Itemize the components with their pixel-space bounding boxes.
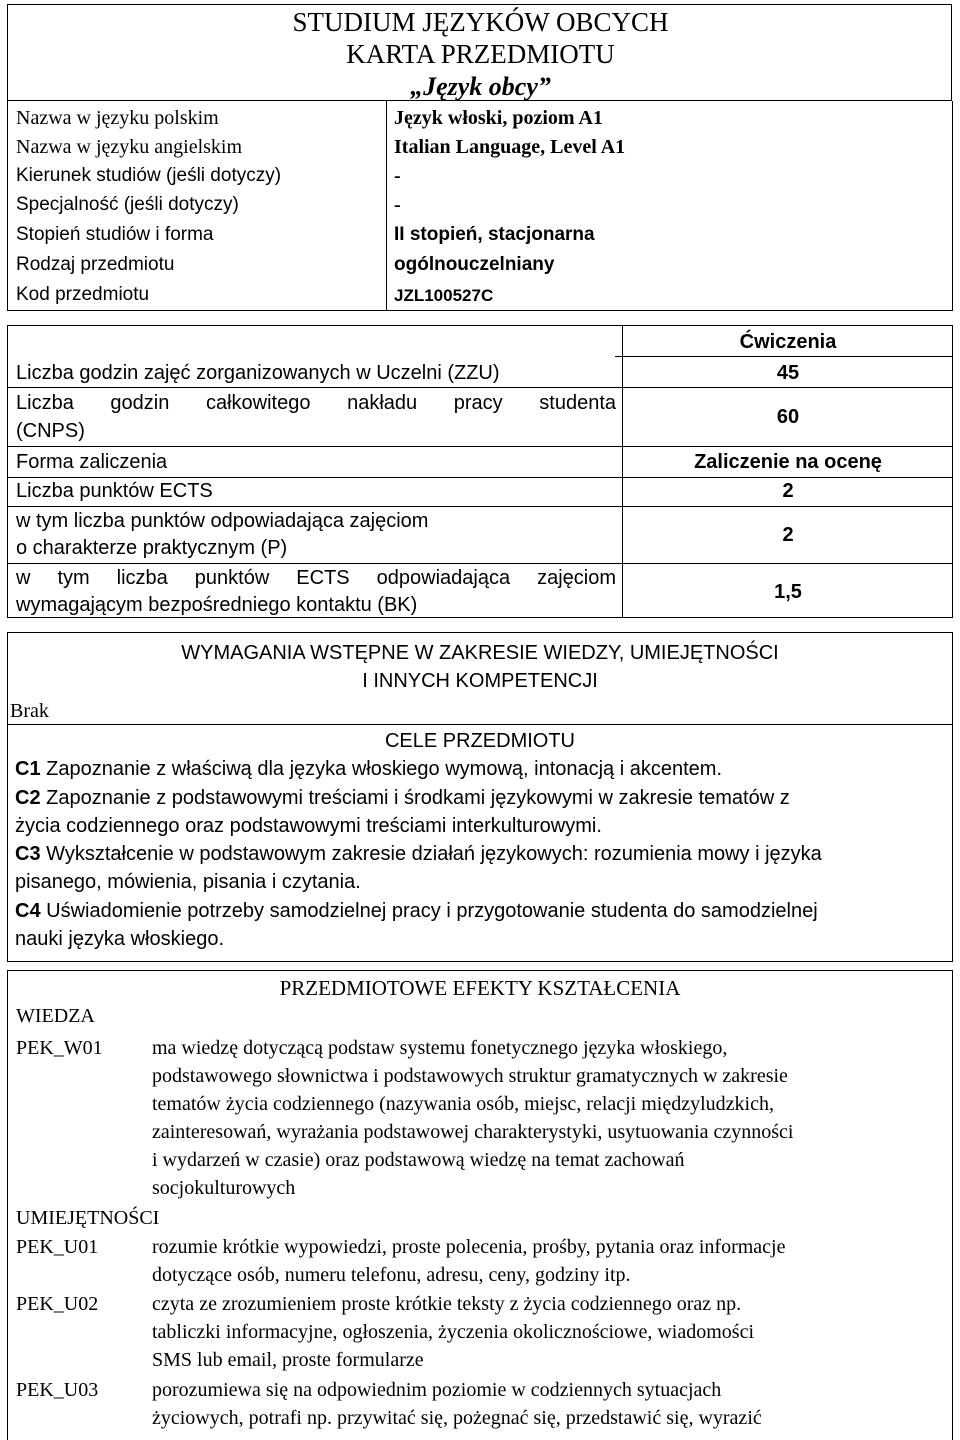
hours-row-line (8, 477, 952, 478)
hours-label: Forma zaliczenia (16, 451, 168, 473)
outcome-text: życiowych, potrafi np. przywitać się, pożegnać się, przedstawić się, wyrazić (152, 1407, 762, 1429)
hours-row-line (8, 446, 952, 447)
info-label: Nazwa w języku polskim (16, 107, 219, 129)
info-value: ogólnouczelniany (394, 254, 555, 275)
hours-label: o charakterze praktycznym (P) (16, 537, 288, 559)
hours-column-header: Ćwiczenia (739, 331, 837, 353)
goal-item (15, 787, 790, 810)
document-header (7, 4, 952, 101)
info-label: Kod przedmiotu (16, 284, 150, 305)
info-row (8, 191, 952, 220)
info-row (8, 251, 952, 280)
goals-title: CELE PRZEDMIOTU (384, 730, 576, 752)
hours-value: 2 (782, 480, 794, 502)
hours-label: Liczba godzin całkowitego nakładu pracy studenta (16, 392, 616, 414)
goal-text: Zapoznanie z podstawowymi treściami i środkami językowymi w zakresie tematów z (40, 787, 790, 809)
goal-item (15, 758, 722, 781)
outcomes-title: PRZEDMIOTOWE EFEKTY KSZTAŁCENIA (279, 976, 681, 1000)
hours-value: 45 (776, 362, 800, 384)
info-row (8, 162, 952, 191)
hours-label: w tym liczba punktów ECTS odpowiadająca zajęciom (16, 567, 616, 589)
goal-code: C1 (15, 758, 41, 780)
header-subtitle: KARTA PRZEDMIOTU (346, 39, 615, 69)
outcome-text: rozumie krótkie wypowiedzi, proste polecenia, prośby, pytania oraz informacje (152, 1236, 786, 1258)
hours-label: Liczba punktów ECTS (16, 480, 213, 502)
outcome-text: socjokulturowych (152, 1177, 296, 1199)
goal-item (15, 900, 818, 923)
info-label: Specjalność (jeśli dotyczy) (16, 194, 239, 215)
info-value: - (394, 194, 401, 216)
info-value: II stopień, stacjonarna (394, 224, 595, 245)
course-info-table (7, 101, 953, 311)
outcome-text: dotyczące osób, numeru telefonu, adresu, ceny, godziny itp. (152, 1264, 631, 1286)
hours-label: wymagającym bezpośredniego kontaktu (BK) (16, 594, 418, 616)
hours-row-line (8, 563, 952, 564)
info-label: Stopień studiów i forma (16, 224, 214, 245)
info-label: Nazwa w języku angielskim (16, 136, 243, 158)
info-value: - (394, 165, 401, 187)
goal-text-cont: pisanego, mówienia, pisania i czytania. (15, 871, 361, 893)
outcome-code: PEK_U01 (16, 1236, 99, 1258)
skills-heading: UMIEJĘTNOŚCI (16, 1207, 160, 1229)
hours-label: Liczba godzin zajęć zorganizowanych w Uczelni (ZZU) (16, 362, 500, 384)
goal-text: Zapoznanie z właściwą dla języka włoskiego wymową, intonacją i akcentem. (40, 758, 723, 780)
goal-text-cont: życia codziennego oraz podstawowymi treściami interkulturowymi. (15, 815, 602, 837)
header-course-name: „Język obcy” (410, 72, 551, 101)
hours-row-line (8, 387, 952, 388)
goal-code: C2 (15, 787, 41, 809)
outcome-text: czyta ze zrozumieniem proste krótkie teksty z życia codziennego oraz np. (152, 1293, 742, 1315)
outcome-text: ma wiedzę dotyczącą podstaw systemu fonetycznego języka włoskiego, (152, 1037, 728, 1059)
hours-header-line (615, 356, 952, 357)
hours-value: 1,5 (774, 581, 802, 603)
knowledge-heading: WIEDZA (16, 1005, 95, 1027)
outcome-code: PEK_W01 (16, 1037, 103, 1059)
info-row (8, 133, 952, 162)
hours-value: Zaliczenie na ocenę (694, 451, 882, 473)
hours-row-line (8, 506, 952, 507)
info-value: Italian Language, Level A1 (394, 136, 626, 158)
info-value: JZL100527C (394, 286, 494, 305)
outcome-code: PEK_U03 (16, 1379, 99, 1401)
section-divider (8, 724, 952, 725)
goal-text: Wykształcenie w podstawowym zakresie działań językowych: rozumienia mowy i języka (40, 843, 822, 865)
info-label: Kierunek studiów (jeśli dotyczy) (16, 165, 282, 186)
requirements-text: Brak (10, 700, 49, 722)
header-title: STUDIUM JĘZYKÓW OBCYCH (292, 7, 669, 37)
goal-code: C4 (15, 900, 41, 922)
info-value: Język włoski, poziom A1 (394, 107, 603, 129)
learning-outcomes-section (7, 970, 953, 1440)
outcome-text: tabliczki informacyjne, ogłoszenia, życzenia okolicznościowe, wiadomości (152, 1321, 755, 1343)
hours-value: 2 (782, 524, 794, 546)
hours-value: 60 (776, 406, 800, 428)
info-row (8, 221, 952, 250)
info-row (8, 104, 952, 133)
info-row (8, 281, 952, 310)
outcome-text: podstawowego słownictwa i podstawowych struktur gramatycznych w zakresie (152, 1065, 788, 1087)
outcome-text: i wydarzeń w czasie) oraz podstawową wiedzę na temat zachowań (152, 1149, 685, 1171)
goal-item (15, 843, 822, 866)
requirements-title-cont: I INNYCH KOMPETENCJI (362, 670, 598, 692)
outcome-text: SMS lub email, proste formularze (152, 1349, 424, 1371)
outcome-text: tematów życia codziennego (nazywania osób, miejsc, relacji międzyludzkich, (152, 1093, 774, 1115)
requirements-goals-section (7, 632, 953, 962)
goal-text-cont: nauki języka włoskiego. (15, 928, 224, 950)
outcome-code: PEK_U02 (16, 1293, 99, 1315)
outcome-text: zainteresowań, wyrażania podstawowej charakterystyki, usytuowania czynności (152, 1121, 794, 1143)
goal-code: C3 (15, 843, 41, 865)
info-label: Rodzaj przedmiotu (16, 254, 175, 275)
hours-label: (CNPS) (16, 420, 85, 442)
requirements-title: WYMAGANIA WSTĘPNE W ZAKRESIE WIEDZY, UMIEJĘTNOŚCI (181, 642, 779, 664)
outcome-text: porozumiewa się na odpowiednim poziomie w codziennych sytuacjach (152, 1379, 722, 1401)
hours-table (7, 325, 953, 618)
hours-label: w tym liczba punktów odpowiadająca zajęciom (16, 510, 429, 532)
goal-text: Uświadomienie potrzeby samodzielnej pracy i przygotowanie studenta do samodzielnej (40, 900, 818, 922)
